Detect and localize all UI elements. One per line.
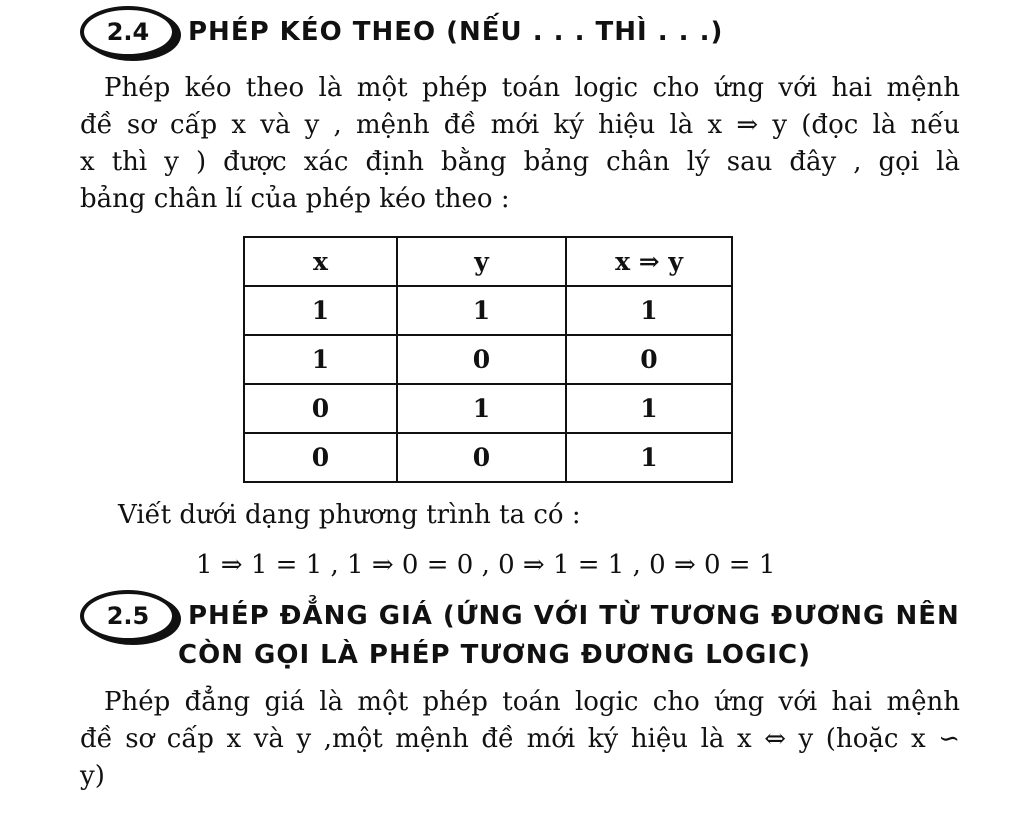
equation-intro: Viết dưới dạng phương trình ta có : <box>118 500 581 530</box>
table-header-cell: x ⇒ y <box>566 237 732 286</box>
table-cell: 1 <box>566 433 732 482</box>
text-line: Phép kéo theo là một phép toán logic cho ứng với hai mệnh <box>104 73 960 103</box>
truth-table-implication <box>243 236 733 483</box>
section-number-badge: 2.4 <box>80 6 176 58</box>
table-cell: 0 <box>244 433 397 482</box>
table-cell: 0 <box>397 335 566 384</box>
table-row <box>244 286 732 335</box>
text-line: x thì y ) được xác định bằng bảng chân lý sau đây , gọi là <box>80 147 960 177</box>
table-cell: 1 <box>397 286 566 335</box>
paragraph-implication-intro <box>80 70 960 218</box>
equation-line: 1 ⇒ 1 = 1 , 1 ⇒ 0 = 0 , 0 ⇒ 1 = 1 , 0 ⇒ 0 = 1 <box>196 550 776 580</box>
table-cell: 0 <box>397 433 566 482</box>
text-line: y) <box>80 761 105 791</box>
section-2-5-heading <box>80 590 960 642</box>
table-cell: 1 <box>244 286 397 335</box>
table-cell: 0 <box>566 335 732 384</box>
text-line: Phép đẳng giá là một phép toán logic cho ứng với hai mệnh <box>104 687 960 717</box>
table-cell: 0 <box>244 384 397 433</box>
text-line: bảng chân lí của phép kéo theo : <box>80 184 510 214</box>
section-title: PHÉP KÉO THEO (NẾU . . . THÌ . . .) <box>188 17 724 47</box>
table-header-cell: y <box>397 237 566 286</box>
table-row <box>244 335 732 384</box>
table-header-row <box>244 237 732 286</box>
section-number-badge: 2.5 <box>80 590 176 642</box>
text-line: đề sơ cấp x và y , mệnh đề mới ký hiệu là x ⇒ y (đọc là nếu <box>80 110 960 140</box>
table-row <box>244 433 732 482</box>
text-line: đề sơ cấp x và y ,một mệnh đề mới ký hiệu là x ⇔ y (hoặc x ∽ <box>80 724 960 754</box>
table-cell: 1 <box>566 286 732 335</box>
table-row <box>244 384 732 433</box>
table-cell: 1 <box>566 384 732 433</box>
table-header-cell: x <box>244 237 397 286</box>
section-2-4-heading <box>80 6 723 58</box>
section-title-line-2: CÒN GỌI LÀ PHÉP TƯƠNG ĐƯƠNG LOGIC) <box>178 640 812 670</box>
paragraph-equivalence-intro <box>80 684 960 795</box>
table-cell: 1 <box>244 335 397 384</box>
table-cell: 1 <box>397 384 566 433</box>
section-title-line-1: PHÉP ĐẲNG GIÁ (ỨNG VỚI TỪ TƯƠNG ĐƯƠNG NÊN <box>188 601 960 631</box>
